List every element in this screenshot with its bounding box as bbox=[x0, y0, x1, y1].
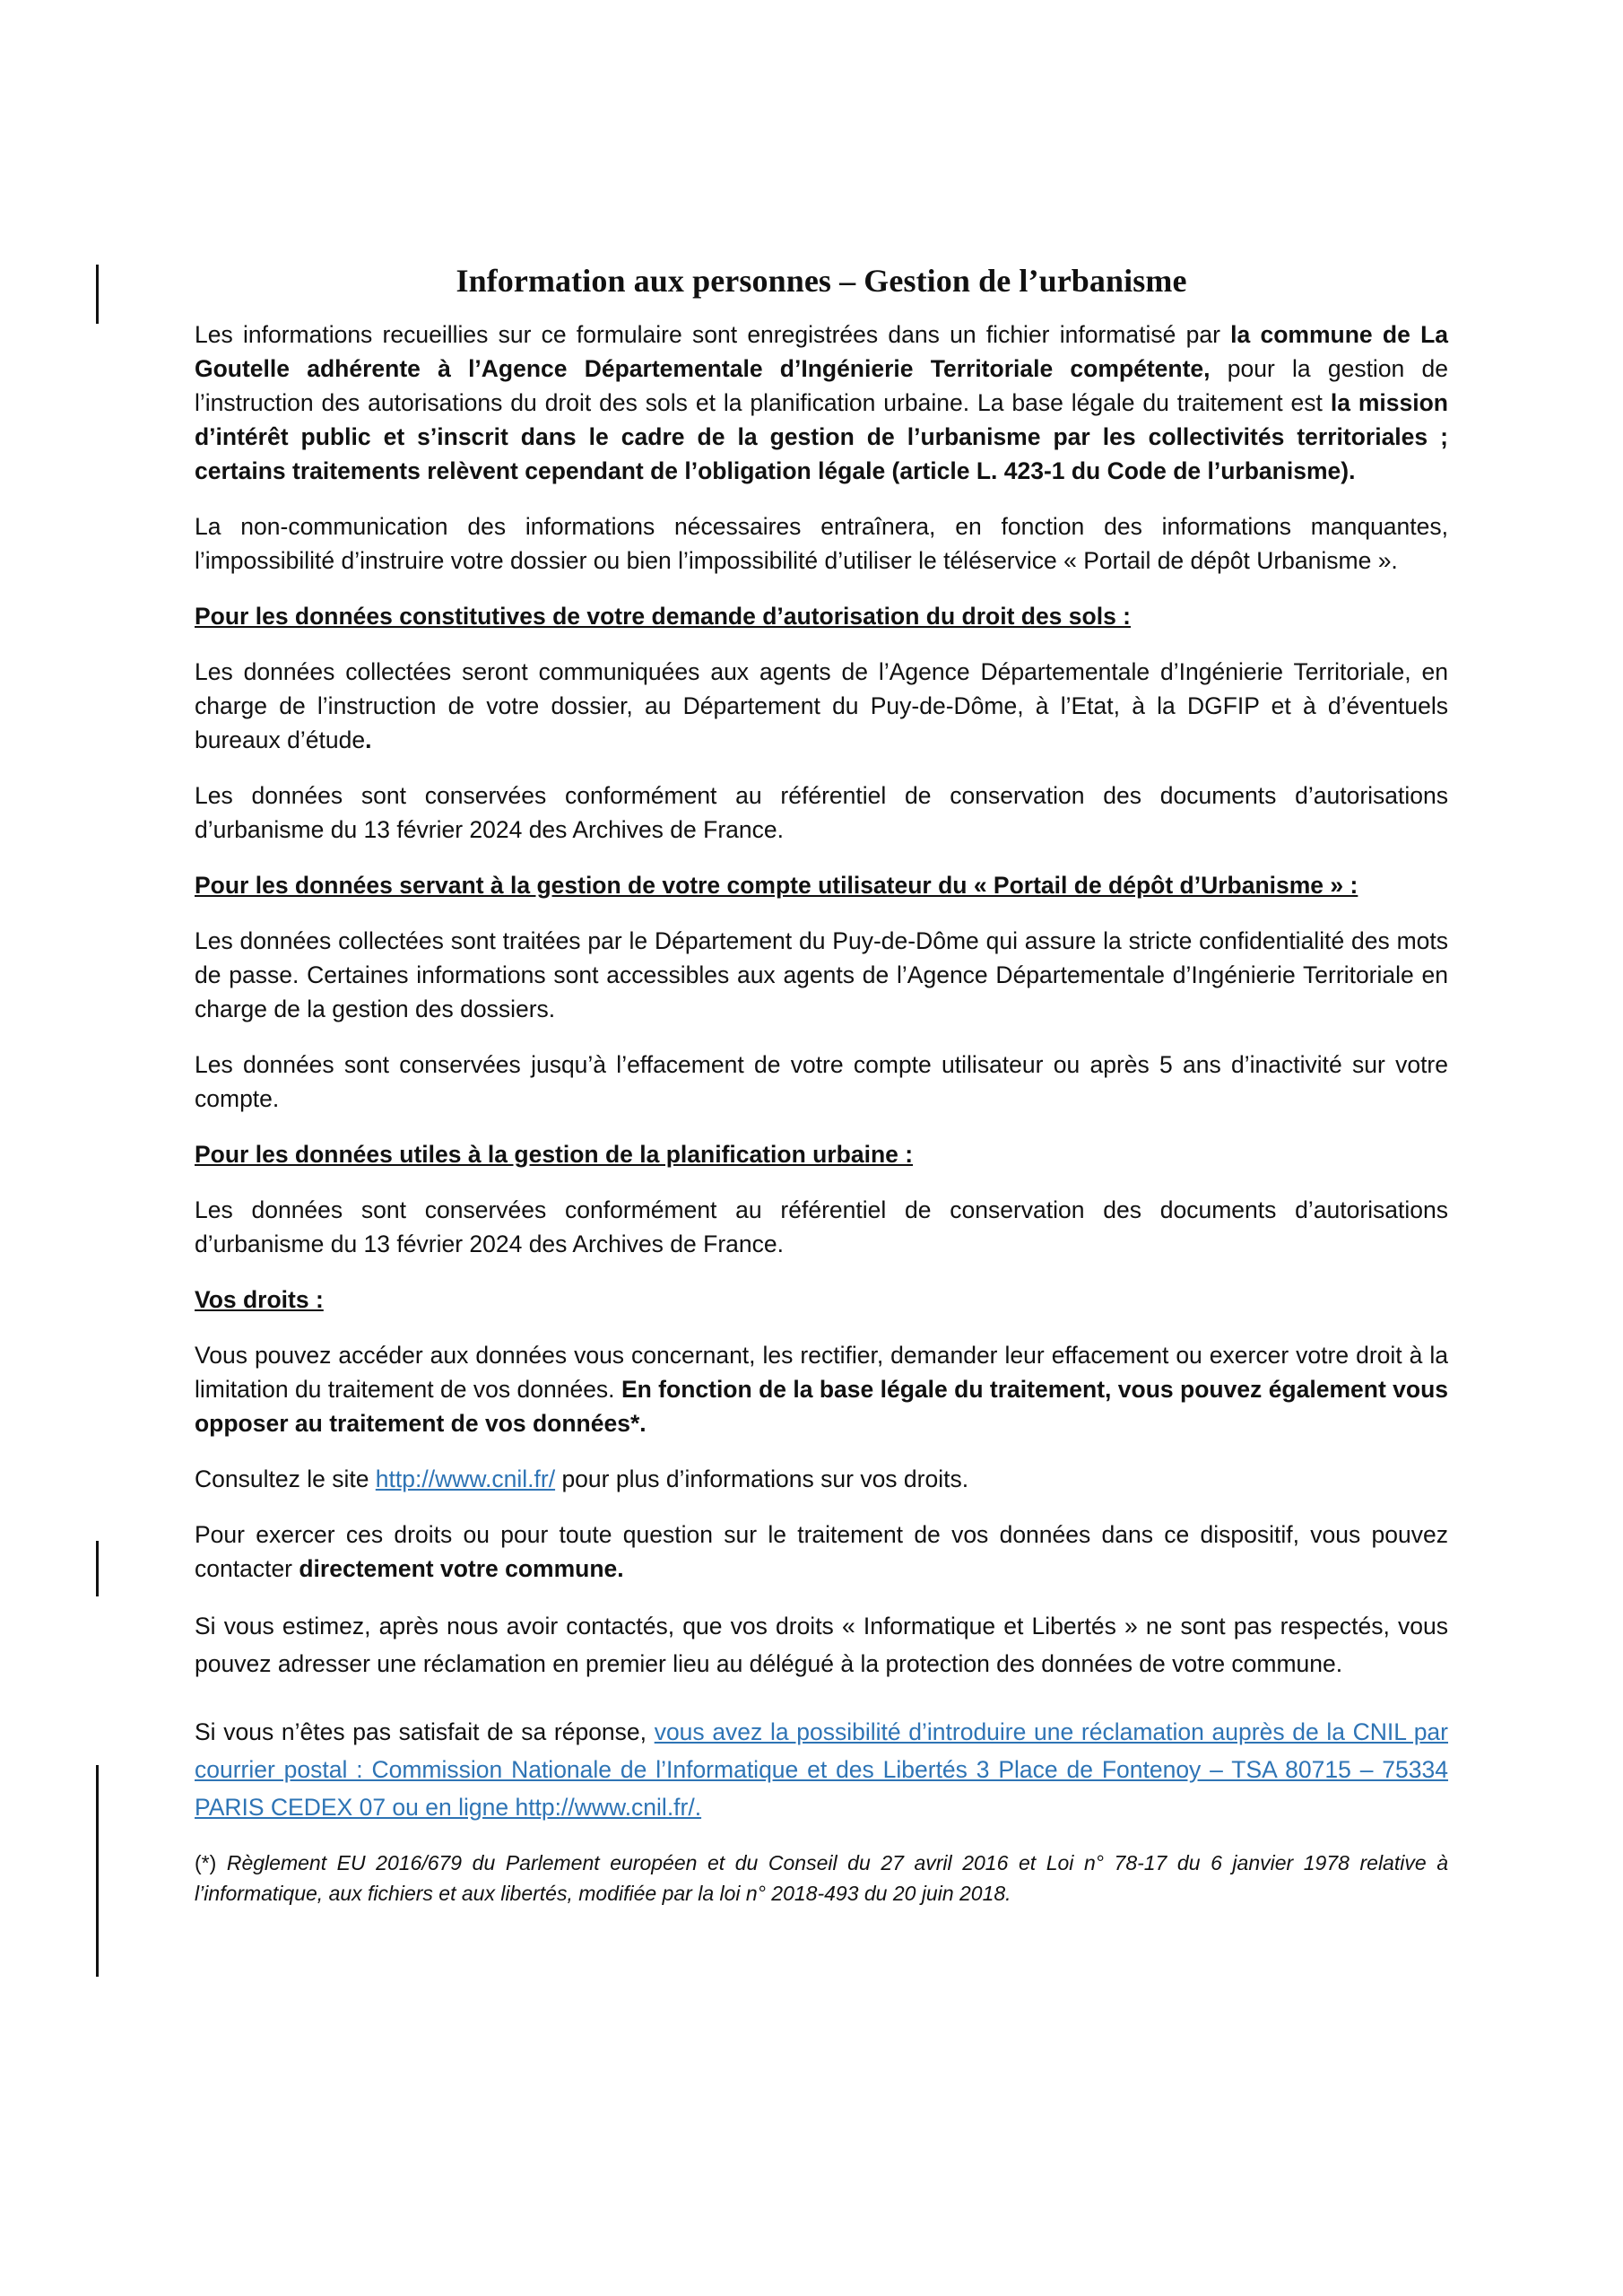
rights-text: Vous pouvez accéder aux données vous concernant, les rectifier, demander leur effacement ou exercer votre droit à la limitation du traitement de vos données. bbox=[195, 1342, 1448, 1403]
revision-bar bbox=[96, 1541, 99, 1596]
footnote bbox=[195, 1848, 1448, 1909]
section-heading-account: Pour les données servant à la gestion de votre compte utilisateur du « Portail de dépôt d’Urbanisme » : bbox=[195, 872, 1358, 899]
contact-paragraph bbox=[195, 1518, 1448, 1586]
intro-text-legal-basis: pour la gestion de l’instruction des autorisations du droit des sols et la planification urbaine. La base légale du traitement est bbox=[195, 355, 1448, 416]
intro-paragraph bbox=[195, 317, 1448, 488]
cnil-complaint-paragraph bbox=[195, 1713, 1448, 1826]
section-heading-rights: Vos droits : bbox=[195, 1286, 324, 1313]
document-body bbox=[195, 262, 1448, 1909]
ads-recipients-text: Les données collectées seront communiquées aux agents de l’Agence Départementale d’Ingénierie Territoriale, en charge de l’instruction de votre dossier, au Département du Puy-de-Dôme, à l’Etat, à la DGFIP et à d’éventuels bureaux d’étude bbox=[195, 658, 1448, 753]
intro-bold-legal-basis: la mission d’intérêt public et s’inscrit dans le cadre de la gestion de l’urbanisme par les collectivités territoriales ; certains traitements relèvent cependant de l’obligation légale (article L. 423-1 du Code de l’urbanisme). bbox=[195, 389, 1448, 484]
contact-text: Pour exercer ces droits ou pour toute question sur le traitement de vos données dans ce dispositif, vous pouvez contacter bbox=[195, 1521, 1448, 1582]
ads-recipients-paragraph bbox=[195, 655, 1448, 757]
cnil-complaint-link[interactable]: vous avez la possibilité d’introduire une réclamation auprès de la CNIL par courrier postal : Commission Nationale de l’Informatique et des Libertés 3 Place de Fontenoy – TSA 80715 – 75334 PARIS CEDEX 07 ou en ligne http://www.cnil.fr/. bbox=[195, 1718, 1448, 1821]
ads-retention-paragraph: Les données sont conservées conformément au référentiel de conservation des documents d’autorisations d’urbanisme du 13 février 2024 des Archives de France. bbox=[195, 782, 1448, 843]
section-heading-planning: Pour les données utiles à la gestion de la planification urbaine : bbox=[195, 1141, 914, 1168]
intro-text: Les informations recueillies sur ce formulaire sont enregistrées dans un fichier informatisé par bbox=[195, 321, 1231, 348]
cnil-site-paragraph bbox=[195, 1462, 1448, 1496]
cnil-site-text-end: pour plus d’informations sur vos droits. bbox=[555, 1465, 969, 1492]
revision-bar bbox=[96, 1765, 99, 1977]
complaint-dpo-paragraph: Si vous estimez, après nous avoir contactés, que vos droits « Informatique et Libertés » ne sont pas respectés, vous pouvez adresser une réclamation en premier lieu au délégué à la protection des données de votre commune. bbox=[195, 1613, 1448, 1677]
cnil-website-link[interactable]: http://www.cnil.fr/ bbox=[375, 1465, 556, 1492]
contact-bold-commune: directement votre commune. bbox=[299, 1555, 624, 1582]
revision-bar bbox=[96, 265, 99, 324]
document-title: Information aux personnes – Gestion de l’urbanisme bbox=[456, 263, 1187, 299]
account-retention-paragraph: Les données sont conservées jusqu’à l’effacement de votre compte utilisateur ou après 5 ans d’inactivité sur votre compte. bbox=[195, 1051, 1448, 1112]
section-heading-ads: Pour les données constitutives de votre demande d’autorisation du droit des sols : bbox=[195, 603, 1131, 630]
non-communication-paragraph: La non-communication des informations nécessaires entraînera, en fonction des informations manquantes, l’impossibilité d’instruire votre dossier ou bien l’impossibilité d’utiliser le téléservice « Portail de dépôt Urbanisme ». bbox=[195, 513, 1448, 574]
account-processing-paragraph: Les données collectées sont traitées par le Département du Puy-de-Dôme qui assure la stricte confidentialité des mots de passe. Certaines informations sont accessibles aux agents de l’Agence Départementale d’Ingénierie Territoriale en charge de la gestion des dossiers. bbox=[195, 927, 1448, 1022]
ads-recipients-period: . bbox=[365, 726, 372, 753]
cnil-complaint-text: Si vous n’êtes pas satisfait de sa réponse, bbox=[195, 1718, 655, 1745]
rights-paragraph bbox=[195, 1338, 1448, 1440]
cnil-site-text: Consultez le site bbox=[195, 1465, 376, 1492]
planning-retention-paragraph: Les données sont conservées conformément au référentiel de conservation des documents d’autorisations d’urbanisme du 13 février 2024 des Archives de France. bbox=[195, 1196, 1448, 1257]
footnote-text: Règlement EU 2016/679 du Parlement européen et du Conseil du 27 avril 2016 et Loi n° 78-17 du 6 janvier 1978 relative à l’informatique, aux fichiers et aux libertés, modifiée par la loi n° 2018-493 du 20 juin 2018. bbox=[195, 1851, 1448, 1905]
footnote-mark: (*) bbox=[195, 1851, 217, 1874]
intro-bold-controller: la commune de La Goutelle adhérente à l’Agence Départementale d’Ingénierie Territoriale compétente, bbox=[195, 321, 1449, 382]
rights-bold-opposition: En fonction de la base légale du traitement, vous pouvez également vous opposer au traitement de vos données*. bbox=[195, 1376, 1448, 1437]
